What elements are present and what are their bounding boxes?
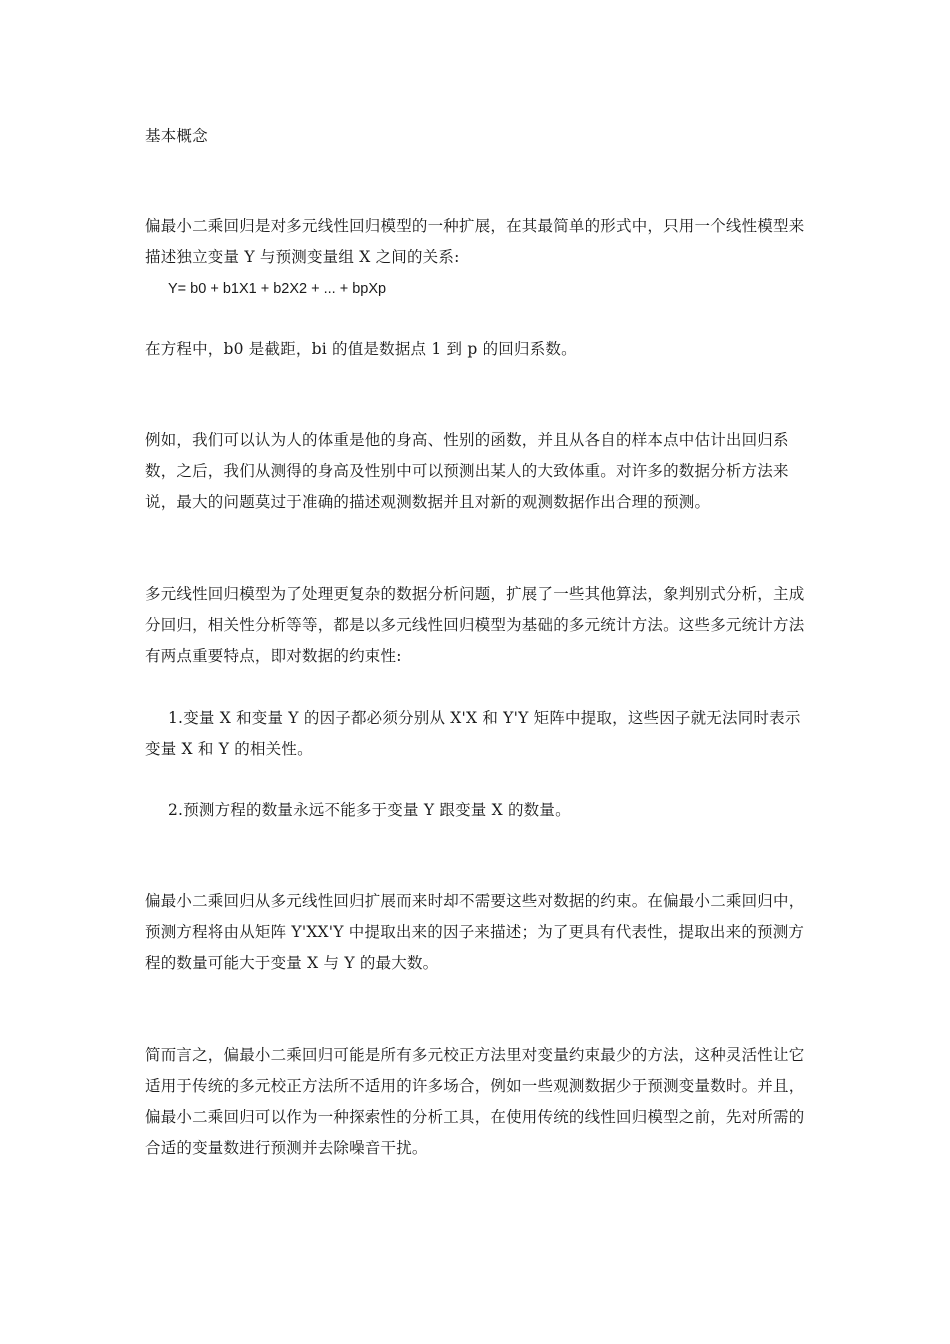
list-item-constraint-2: 2.预测方程的数量永远不能多于变量 Y 跟变量 X 的数量。 [168, 801, 571, 819]
section-heading: 基本概念 [145, 127, 208, 145]
regression-formula: Y= b0 + b1X1 + b2X2 + ... + bpXp [168, 281, 387, 297]
list-item-constraint-1: 1.变量 X 和变量 Y 的因子都必须分别从 X'X 和 Y'Y 矩阵中提取，这些因子就无法同时表示变量 X 和 Y 的相关性。 [145, 709, 801, 758]
paragraph-pls-advantage: 偏最小二乘回归从多元线性回归扩展而来时却不需要这些对数据的约束。在偏最小二乘回归中，预测方程将由从矩阵 Y'XX'Y 中提取出来的因子来描述；为了更具有代表性，提取出来的预测方程的数量可能大于变量 X 与 Y 的最大数。 [145, 892, 805, 972]
paragraph-mlr-methods: 多元线性回归模型为了处理更复杂的数据分析问题，扩展了一些其他算法，象判别式分析，主成分回归，相关性分析等等，都是以多元线性回归模型为基础的多元统计方法。这些多元统计方法有两点重要特点，即对数据的约束性: [145, 585, 805, 665]
paragraph-example: 例如，我们可以认为人的体重是他的身高、性别的函数，并且从各自的样本点中估计出回归系数，之后，我们从测得的身高及性别中可以预测出某人的大致体重。对许多的数据分析方法来说，最大的问题莫过于准确的描述观测数据并且对新的观测数据作出合理的预测。 [145, 431, 789, 511]
paragraph-coefficients: 在方程中，b0 是截距，bi 的值是数据点 1 到 p 的回归系数。 [145, 340, 577, 358]
paragraph-summary: 简而言之，偏最小二乘回归可能是所有多元校正方法里对变量约束最少的方法，这种灵活性让它适用于传统的多元校正方法所不适用的许多场合，例如一些观测数据少于预测变量数时。并且，偏最小二乘回归可以作为一种探索性的分析工具，在使用传统的线性回归模型之前，先对所需的合适的变量数进行预测并去除噪音干扰。 [145, 1046, 805, 1157]
paragraph-intro: 偏最小二乘回归是对多元线性回归模型的一种扩展，在其最简单的形式中，只用一个线性模型来描述独立变量 Y 与预测变量组 X 之间的关系: [145, 217, 805, 266]
